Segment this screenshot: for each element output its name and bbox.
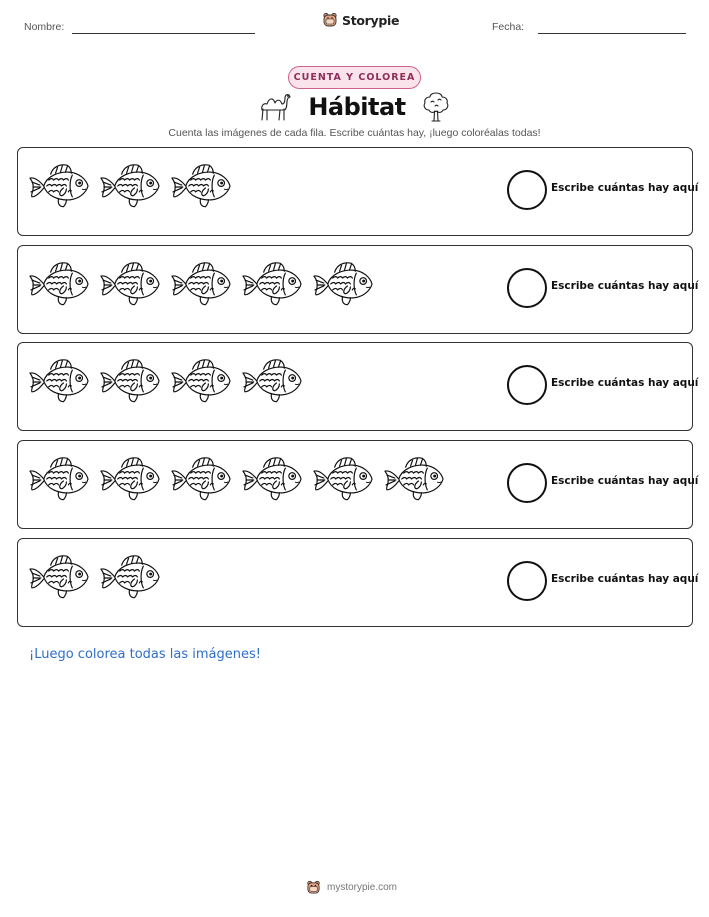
count-row [17,538,699,627]
fish-icon[interactable] [100,162,161,210]
fish-icon[interactable] [171,357,232,405]
fish-icon[interactable] [100,553,161,601]
fish-icon[interactable] [29,162,90,210]
site-footer [306,880,397,895]
fish-icon[interactable] [313,455,374,503]
answer-circle[interactable] [507,463,547,503]
title-area [258,89,450,125]
fish-icon[interactable] [242,260,303,308]
activity-badge-text: CUENTA Y COLOREA [293,72,416,83]
bear-logo-icon [306,880,321,895]
activity-badge [288,66,421,89]
count-row [17,342,699,431]
picture-group [29,357,303,405]
brand-name: Storypie [342,12,400,28]
fish-icon[interactable] [100,455,161,503]
brand-logo [322,12,399,28]
fish-icon[interactable] [171,455,232,503]
fish-icon[interactable] [242,455,303,503]
fish-icon[interactable] [29,260,90,308]
camel-icon [258,92,292,122]
fish-icon[interactable] [313,260,374,308]
answer-circle[interactable] [507,365,547,405]
fish-icon[interactable] [29,553,90,601]
answer-prompt: Escribe cuántas hay aquí [551,280,699,292]
picture-group [29,162,232,210]
fish-icon[interactable] [100,357,161,405]
answer-prompt: Escribe cuántas hay aquí [551,475,699,487]
fish-icon[interactable] [100,260,161,308]
answer-prompt: Escribe cuántas hay aquí [551,573,699,585]
fish-icon[interactable] [29,357,90,405]
site-url: mystorypie.com [327,882,398,893]
name-label: Nombre: [24,21,65,33]
answer-circle[interactable] [507,170,547,210]
date-label: Fecha: [492,21,525,33]
tree-icon [422,91,450,123]
answer-prompt: Escribe cuántas hay aquí [551,182,699,194]
date-line[interactable] [538,33,686,34]
count-row [17,440,699,529]
closing-message: ¡Luego colorea todas las imágenes! [29,647,261,662]
answer-prompt: Escribe cuántas hay aquí [551,377,699,389]
instructions: Cuenta las imágenes de cada fila. Escribe cuántas hay, ¡luego coloréalas todas! [168,127,541,139]
fish-icon[interactable] [29,455,90,503]
answer-circle[interactable] [507,268,547,308]
name-line[interactable] [72,33,255,34]
fish-icon[interactable] [242,357,303,405]
answer-circle[interactable] [507,561,547,601]
picture-group [29,455,445,503]
picture-group [29,553,161,601]
fish-icon[interactable] [171,260,232,308]
page-title: Hábitat [308,93,406,121]
fish-icon[interactable] [171,162,232,210]
fish-icon[interactable] [384,455,445,503]
picture-group [29,260,374,308]
count-row [17,245,699,334]
count-row [17,147,699,236]
bear-logo-icon [322,12,338,28]
